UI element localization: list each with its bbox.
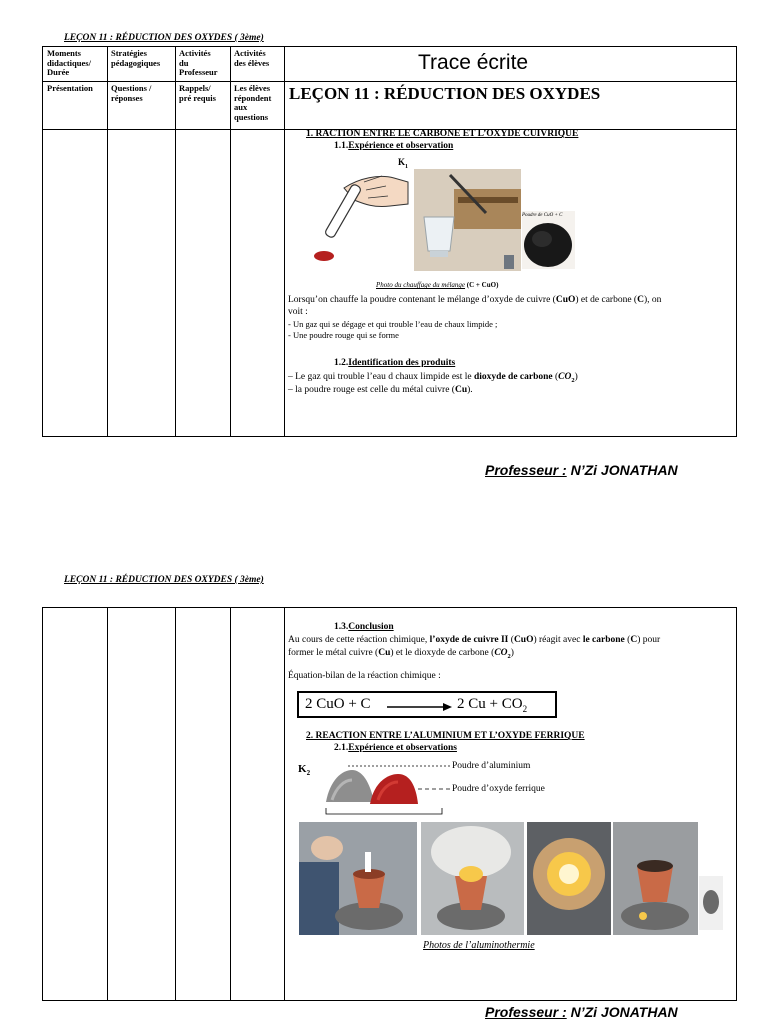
aluminothermie-photo-3 [527, 822, 611, 935]
heating-mixture-photo [414, 169, 521, 271]
reaction-arrow-icon [387, 701, 453, 713]
cell-rappels: Rappels/ pré requis [179, 83, 216, 103]
aluminothermie-photo-4 [613, 822, 698, 935]
aluminothermie-photo-1 [299, 822, 417, 935]
subsection-2-1-title: 2.1.Expérience et observations [334, 743, 457, 753]
conclusion-line-1: Au cours de cette réaction chimique, l’oxyde de cuivre II (CuO) réagit avec le carbone (C) pour [288, 635, 661, 645]
k1-label: $K_1$ [398, 157, 409, 170]
cuo-carbon-powder-photo [522, 211, 575, 269]
lesson-header-page2: LEÇON 11 : RÉDUCTION DES OXYDES ( 3ème) [64, 575, 264, 585]
subsection-1-3-title: 1.3.Conclusion [334, 622, 394, 632]
aluminothermie-residue-photo [699, 876, 723, 930]
section-1-title: 1. RACTION ENTRE LE CARBONE ET L’OXYDE CUIVRIQUE [306, 129, 579, 139]
subsection-1-1-title: 1.1.Expérience et observation [334, 141, 454, 151]
header-moments: Moments didactiques/ Durée [47, 48, 91, 77]
header-strategies: Stratégies pédagogiques [111, 48, 161, 68]
observation-item-1: - Un gaz qui se dégage et qui trouble l’eau de chaux limpide ; [288, 319, 498, 329]
table-divider [107, 47, 108, 436]
equation-reactants: 2 CuO + C [305, 696, 371, 712]
photo-caption: Photo du chauffage du mélange (C + CuO) [376, 281, 499, 289]
cell-eleves-repondent: Les élèves répondent aux questions [234, 83, 272, 122]
section-2-title: 2. REACTION ENTRE L’ALUMINIUM ET L’OXYDE FERRIQUE [306, 731, 585, 741]
header-trace-ecrite: Trace écrite [418, 51, 529, 74]
identification-gas: – Le gaz qui trouble l’eau d chaux limpide est le dioxyde de carbone $(CO_2)$ [288, 372, 578, 384]
equation-label: Équation-bilan de la réaction chimique : [288, 671, 441, 681]
header-activites-professeur: Activités du Professeur [179, 48, 218, 77]
identification-copper: – la poudre rouge est celle du métal cuivre (Cu). [288, 385, 473, 395]
balanced-equation-box [297, 691, 557, 718]
table-divider [230, 47, 231, 436]
table-divider [230, 608, 231, 1000]
lesson-title: LEÇON 11 : RÉDUCTION DES OXYDES [289, 84, 601, 103]
table-divider [284, 608, 285, 1000]
table-divider [175, 608, 176, 1000]
cell-questions-reponses: Questions / réponses [111, 83, 152, 103]
table-divider [284, 47, 285, 436]
subsection-1-2-title: 1.2.Identification des produits [334, 358, 456, 368]
table-divider [175, 47, 176, 436]
professor-signature-page2: Professeur : N’Zi JONATHAN [485, 1004, 678, 1020]
header-activites-eleves: Activités des élèves [234, 48, 270, 68]
k2-label: $K_2$ [298, 763, 311, 778]
lesson-header-page1: LEÇON 11 : RÉDUCTION DES OXYDES ( 3ème) [64, 33, 264, 43]
powder-label: Poudre de CuO + C [522, 213, 563, 218]
aluminium-powder-label: Poudre d’aluminium [452, 761, 531, 771]
conclusion-line-2: former le métal cuivre (Cu) et le dioxyde de carbone $(CO_2)$ [288, 648, 514, 660]
aluminothermie-photo-2 [421, 822, 524, 935]
table-divider [43, 81, 736, 82]
aluminothermie-caption: Photos de l’aluminothermie [423, 940, 535, 951]
test-tube-hand-illustration [304, 170, 410, 266]
observation-item-2: - Une poudre rouge qui se forme [288, 330, 399, 340]
equation-products: 2 $Cu + CO_2$ [457, 696, 528, 714]
table-divider [107, 608, 108, 1000]
observation-voit: voit : [288, 307, 308, 317]
observation-intro: Lorsqu’on chauffe la poudre contenant le mélange d’oxyde de cuivre (CuO) et de carbone (C), on [288, 295, 662, 305]
ferric-oxide-powder-label: Poudre d’oxyde ferrique [452, 784, 545, 794]
professor-signature-page1: Professeur : N’Zi JONATHAN [485, 462, 678, 478]
cell-presentation: Présentation [47, 83, 93, 93]
powders-illustration [322, 760, 452, 816]
